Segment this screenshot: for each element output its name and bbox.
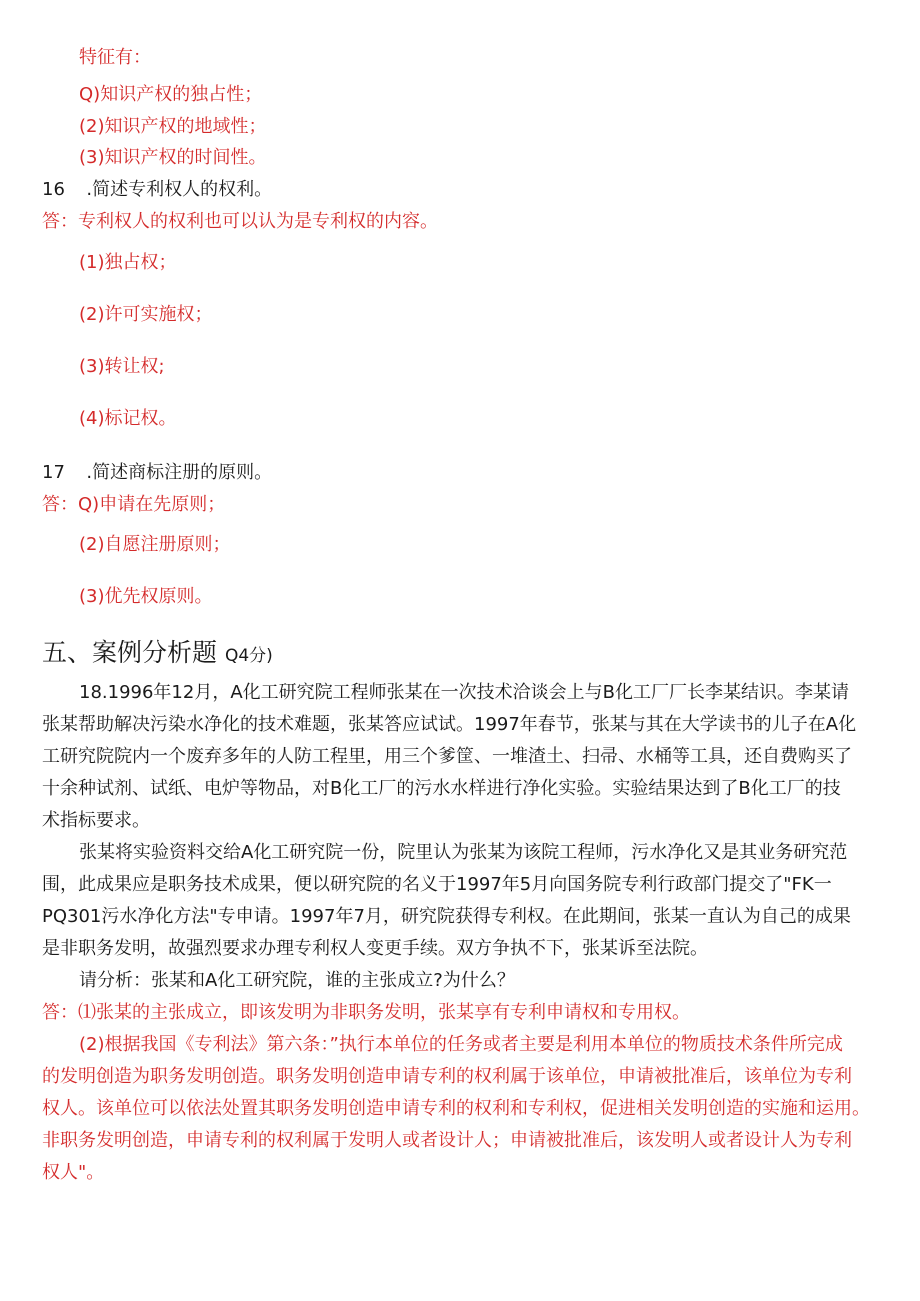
case-line-8: PQ301污水净化方法"专申请。1997年7月，研究院获得专利权。在此期间，张某一直认为自己的成果 bbox=[42, 906, 851, 927]
feature-item-3: (3)知识产权的时间性。 bbox=[79, 147, 267, 168]
case-line-3: 工研究院院内一个废弃多年的人防工程里，用三个爹筐、一堆渣土、扫帚、水桶等工具，还自费购买了 bbox=[42, 746, 852, 767]
answer-prefix: 答： bbox=[42, 494, 78, 515]
case-line-2: 张某帮助解决污染水净化的技术难题，张某答应试试。1997年春节，张某与其在大学读书的儿子在A化 bbox=[42, 714, 857, 735]
q16-item-2: (2)许可实施权； bbox=[79, 304, 213, 325]
section-heading bbox=[42, 637, 273, 672]
q17-item-1: Q)申请在先原则； bbox=[78, 494, 226, 515]
q17-item-2: (2)自愿注册原则； bbox=[79, 534, 231, 555]
q16-item-3: (3)转让权; bbox=[79, 356, 165, 377]
case-line-6: 张某将实验资料交给A化工研究院一份，院里认为张某为该院工程师，污水净化又是其业务研究范 bbox=[79, 842, 848, 863]
question-16 bbox=[42, 178, 272, 202]
answer-text: 专利权人的权利也可以认为是专利权的内容。 bbox=[78, 211, 438, 232]
q17-item-3: (3)优先权原则。 bbox=[79, 586, 213, 607]
section-points: Q4分) bbox=[224, 646, 273, 666]
answer-line-1: 答：⑴张某的主张成立，即该发明为非职务发明，张某享有专利申请权和专用权。 bbox=[42, 1002, 690, 1023]
case-line-4: 十余种试剂、试纸、电炉等物品，对B化工厂的污水水样进行净化实验。实验结果达到了B化工厂的技 bbox=[42, 778, 841, 799]
q16-item-4: (4)标记权。 bbox=[79, 408, 177, 429]
answer-17 bbox=[42, 493, 225, 517]
question-text: .简述商标注册的原则。 bbox=[86, 462, 273, 483]
features-label: 特征有： bbox=[79, 47, 151, 68]
section-title: 五、案例分析题 bbox=[42, 638, 218, 667]
answer-line-6: 权人"。 bbox=[42, 1162, 105, 1183]
case-line-7: 围，此成果应是职务技术成果，便以研究院的名义于1997年5月向国务院专利行政部门提交了"FK一 bbox=[42, 874, 832, 895]
answer-line-3: 的发明创造为职务发明创造。职务发明创造申请专利的权利属于该单位，申请被批准后，该单位为专利 bbox=[42, 1066, 852, 1087]
answer-line-2: (2)根据我国《专利法》第六条：”执行本单位的任务或者主要是利用本单位的物质技术条件所完成 bbox=[79, 1034, 843, 1055]
question-17 bbox=[42, 461, 272, 485]
case-line-1: 18.1996年12月，A化工研究院工程师张某在一次技术洽谈会上与B化工厂厂长李某结识。李某请 bbox=[79, 682, 849, 703]
q16-item-1: (1)独占权； bbox=[79, 252, 177, 273]
answer-line-4: 权人。该单位可以依法处置其职务发明创造申请专利的权利和专利权，促进相关发明创造的实施和运用。 bbox=[42, 1098, 870, 1119]
answer-line-5: 非职务发明创造，申请专利的权利属于发明人或者设计人；申请被批准后，该发明人或者设计人为专利 bbox=[42, 1130, 852, 1151]
question-number: 16 bbox=[42, 179, 65, 200]
feature-item-2: (2)知识产权的地域性； bbox=[79, 116, 267, 137]
case-question: 请分析：张某和A化工研究院，谁的主张成立?为什么？ bbox=[79, 970, 515, 991]
case-line-5: 术指标要求。 bbox=[42, 810, 150, 831]
answer-prefix: 答： bbox=[42, 211, 78, 232]
question-text: .简述专利权人的权利。 bbox=[86, 179, 273, 200]
question-number: 17 bbox=[42, 462, 65, 483]
answer-16 bbox=[42, 210, 438, 234]
case-line-9: 是非职务发明，故强烈要求办理专利权人变更手续。双方争执不下，张某诉至法院。 bbox=[42, 938, 708, 959]
feature-item-1: Q)知识产权的独占性； bbox=[79, 84, 263, 105]
